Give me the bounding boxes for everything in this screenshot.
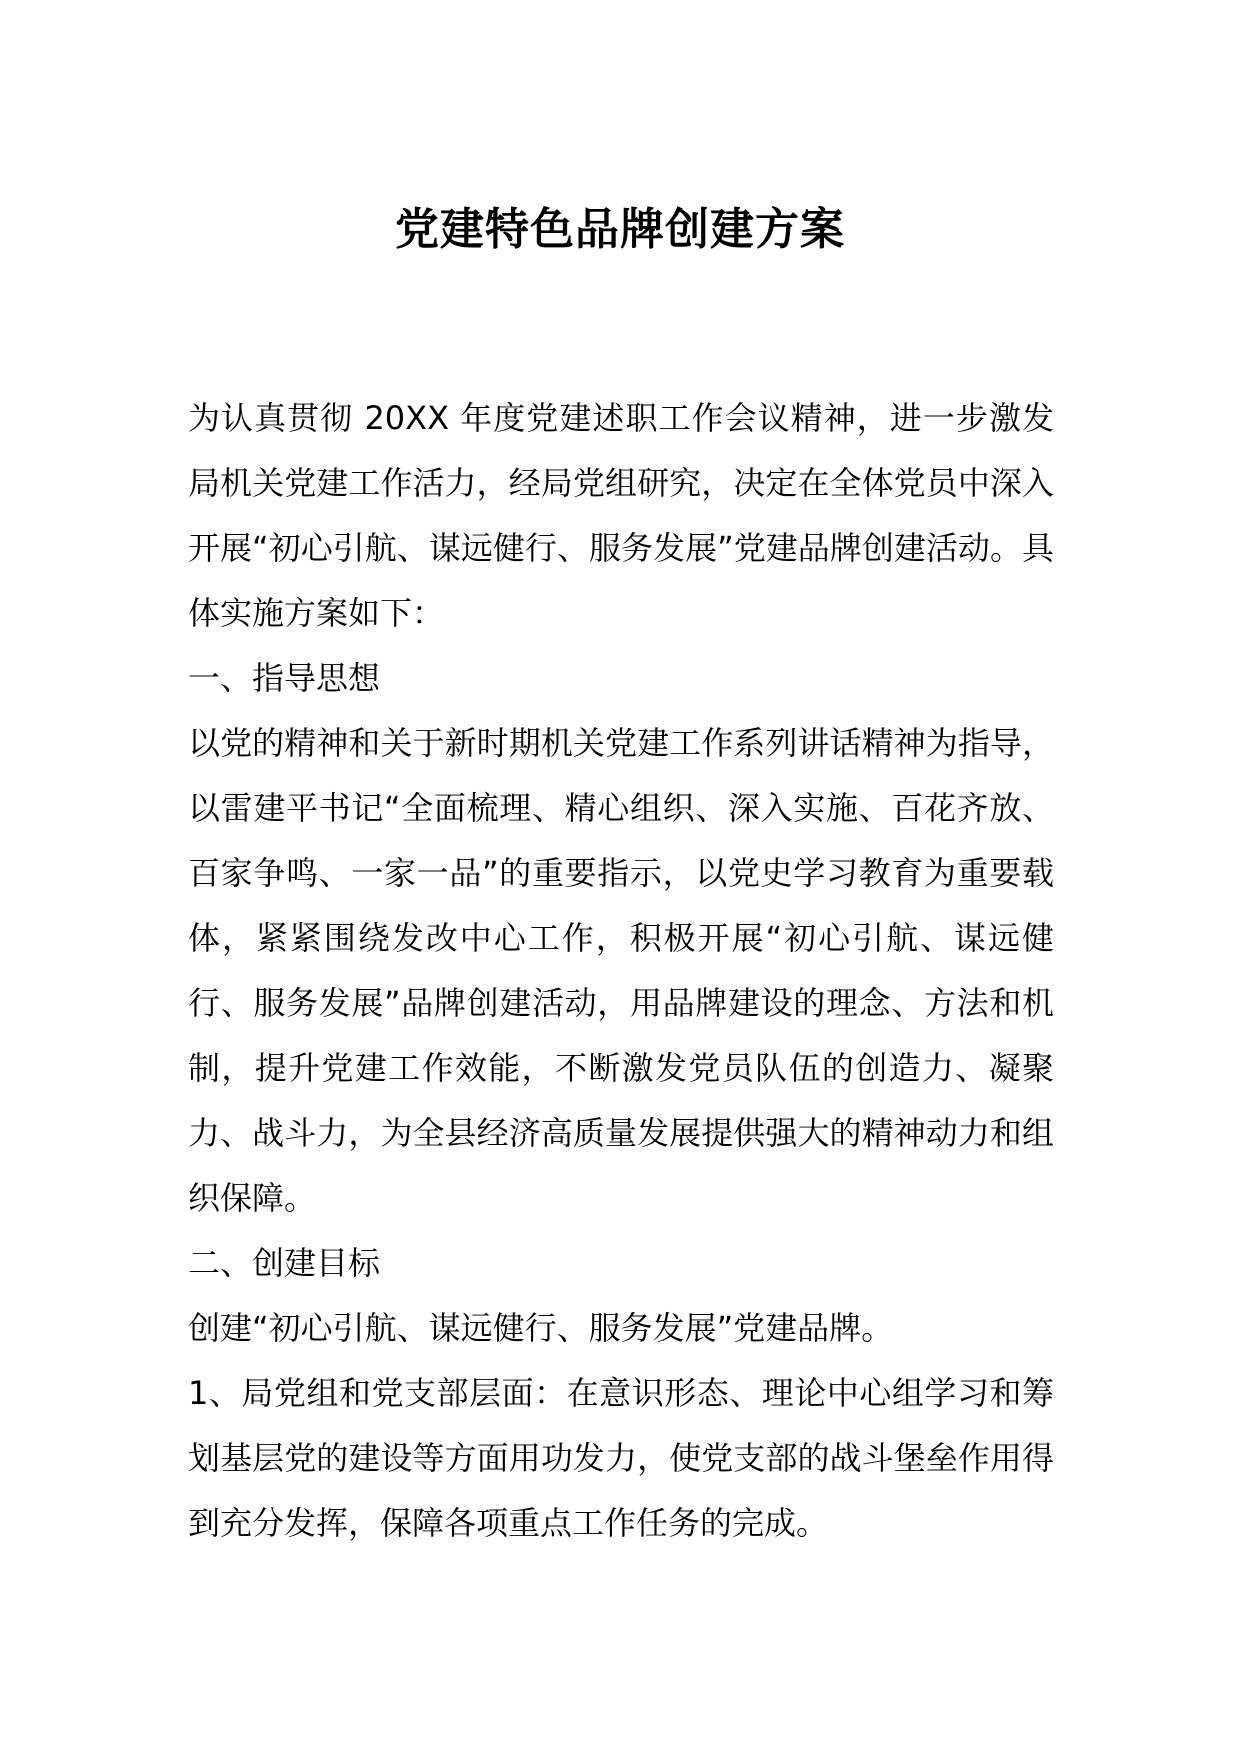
section-heading-guiding-ideology: 一、指导思想 [188,659,381,697]
goals-item-1-paragraph: 1、局党组和党支部层面：在意识形态、理论中心组学习和筹划基层党的建设等方面用功发力，使党支部的战斗堡垒作用得到充分发挥，保障各项重点工作任务的完成。 [188,1374,1054,1542]
goals-paragraph: 创建“初心引航、谋远健行、服务发展”党建品牌。 [188,1309,894,1347]
section-heading-goals: 二、创建目标 [188,1244,381,1282]
document-body [188,386,1054,1556]
guiding-ideology-paragraph: 以党的精神和关于新时期机关党建工作系列讲话精神为指导，以雷建平书记“全面梳理、精心组织、深入实施、百花齐放、百家争鸣、一家一品”的重要指示，以党史学习教育为重要载体，紧紧围绕发改中心工作，积极开展“初心引航、谋远健行、服务发展”品牌创建活动，用品牌建设的理念、方法和机制，提升党建工作效能，不断激发党员队伍的创造力、凝聚力、战斗力，为全县经济高质量发展提供强大的精神动力和组织保障。 [188,724,1054,1217]
document-title: 党建特色品牌创建方案 [395,204,845,255]
intro-paragraph: 为认真贯彻 20XX 年度党建述职工作会议精神，进一步激发局机关党建工作活力，经局党组研究，决定在全体党员中深入开展“初心引航、谋远健行、服务发展”党建品牌创建活动。具体实施方案如下： [188,399,1054,632]
